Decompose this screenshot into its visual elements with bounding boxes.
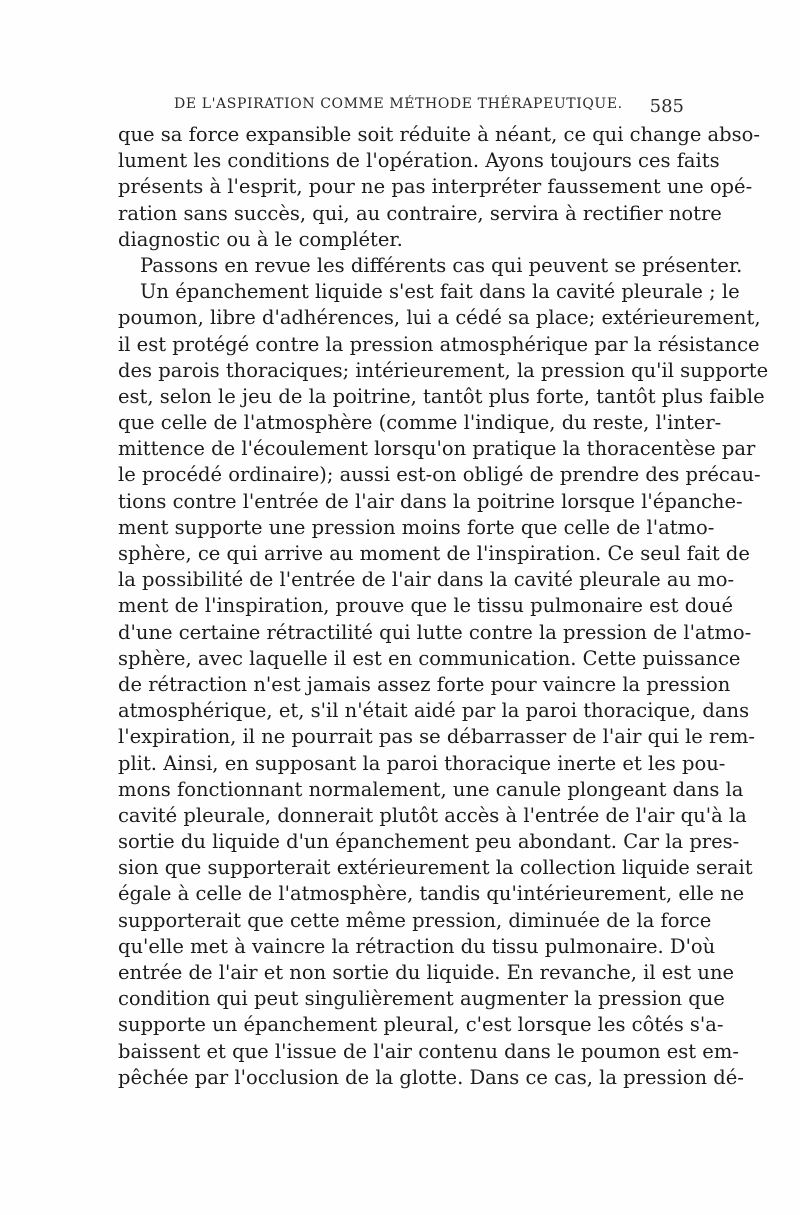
- text-line: lument les conditions de l'opération. Ayons toujours ces faits: [118, 149, 720, 173]
- text-line: diagnostic ou à le compléter.: [118, 227, 403, 251]
- text-line: plit. Ainsi, en supposant la paroi thoracique inerte et les pou-: [118, 751, 726, 775]
- text-line: sion que supporterait extérieurement la collection liquide serait: [118, 856, 753, 880]
- text-line: que sa force expansible soit réduite à néant, ce qui change abso-: [118, 123, 760, 146]
- text-line: entrée de l'air et non sortie du liquide. En revanche, il est une: [118, 961, 735, 984]
- text-line: est, selon le jeu de la poitrine, tantôt plus forte, tantôt plus faible: [118, 384, 765, 408]
- text-line: supporterait que cette même pression, diminuée de la force: [118, 908, 712, 932]
- text-line: de rétraction n'est jamais assez forte pour vaincre la pression: [118, 672, 731, 696]
- text-line: des parois thoraciques; intérieurement, la pression qu'il supporte: [118, 358, 769, 382]
- text-line: Passons en revue les différents cas qui peuvent se présenter.: [140, 253, 743, 277]
- text-line: d'une certaine rétractilité qui lutte contre la pression de l'atmo-: [118, 620, 752, 644]
- text-line: sphère, avec laquelle il est en communication. Cette puissance: [118, 646, 741, 670]
- text-line: ration sans succès, qui, au contraire, servira à rectifier notre: [118, 201, 722, 225]
- text-line: sphère, ce qui arrive au moment de l'inspiration. Ce seul fait de: [118, 542, 750, 565]
- text-line: tions contre l'entrée de l'air dans la poitrine lorsque l'épanche-: [118, 489, 743, 513]
- text-line: poumon, libre d'adhérences, lui a cédé sa place; extérieurement,: [118, 306, 761, 330]
- text-line: pêchée par l'occlusion de la glotte. Dans ce cas, la pression dé-: [118, 1065, 744, 1089]
- text-line: ment supporte une pression moins forte que celle de l'atmo-: [118, 515, 715, 539]
- running-title: DE L'ASPIRATION COMME MÉTHODE THÉRAPEUTIQUE.: [174, 96, 623, 112]
- text-line: Un épanchement liquide s'est fait dans la cavité pleurale ; le: [140, 280, 740, 304]
- text-line: sortie du liquide d'un épanchement peu abondant. Car la pres-: [118, 830, 740, 854]
- text-line: que celle de l'atmosphère (comme l'indique, du reste, l'inter-: [118, 411, 722, 435]
- text-line: présents à l'esprit, pour ne pas interpréter faussement une opé-: [118, 175, 753, 199]
- text-line: mons fonctionnant normalement, une canule plongeant dans la: [118, 777, 744, 801]
- text-line: baissent et que l'issue de l'air contenu dans le poumon est em-: [118, 1039, 739, 1063]
- running-head: [118, 96, 684, 120]
- text-line: il est protégé contre la pression atmosphérique par la résistance: [118, 332, 760, 356]
- text-line: atmosphérique, et, s'il n'était aidé par la paroi thoracique, dans: [118, 699, 750, 723]
- text-line: la possibilité de l'entrée de l'air dans la cavité pleurale au mo-: [118, 568, 735, 592]
- page-number: 585: [649, 96, 684, 117]
- text-line: qu'elle met à vaincre la rétraction du tissu pulmonaire. D'où: [118, 934, 716, 958]
- text-line: mittence de l'écoulement lorsqu'on pratique la thoracentèse par: [118, 437, 756, 461]
- text-line: le procédé ordinaire); aussi est-on obligé de prendre des précau-: [118, 463, 761, 487]
- body-text: [118, 122, 769, 1091]
- text-line: condition qui peut singulièrement augmenter la pression que: [118, 987, 725, 1011]
- text-line: cavité pleurale, donnerait plutôt accès à l'entrée de l'air qu'à la: [118, 803, 747, 827]
- text-line: l'expiration, il ne pourrait pas se débarrasser de l'air qui le rem-: [118, 725, 755, 749]
- text-line: supporte un épanchement pleural, c'est lorsque les côtés s'a-: [118, 1013, 724, 1037]
- text-line: ment de l'inspiration, prouve que le tissu pulmonaire est doué: [118, 594, 734, 618]
- text-line: égale à celle de l'atmosphère, tandis qu'intérieurement, elle ne: [118, 882, 745, 906]
